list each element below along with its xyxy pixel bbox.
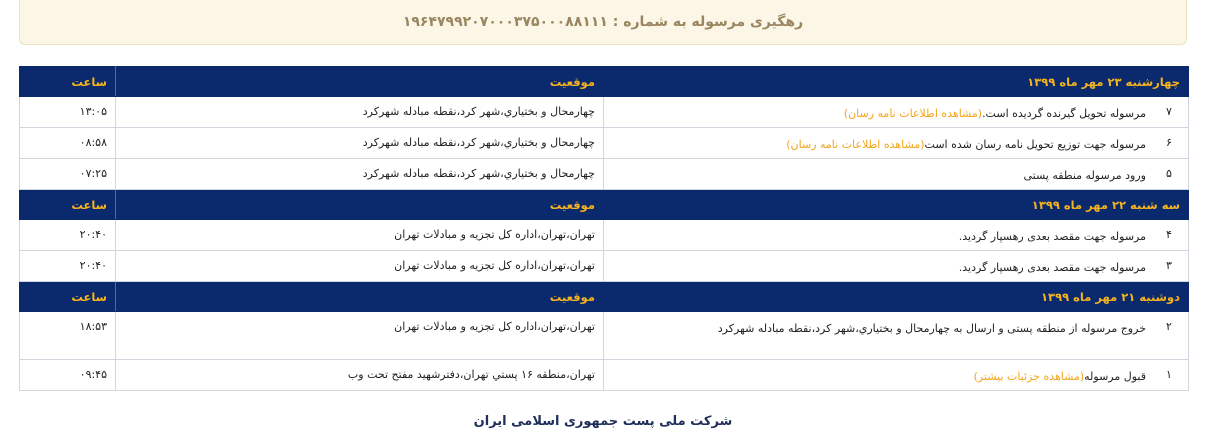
- event-time: ۰۷:۲۵: [20, 159, 116, 190]
- location-column-header: موقعیت: [116, 67, 604, 97]
- event-text: مرسوله جهت توزیع تحویل نامه رسان شده است: [924, 138, 1146, 151]
- event-text: مرسوله تحویل گیرنده گردیده است.: [982, 107, 1146, 120]
- carrier-info-link[interactable]: (مشاهده اطلاعات نامه رسان): [786, 138, 925, 151]
- event-location: چهارمحال و بختیاري،شهر كرد،نقطه مبادله شهركرد: [116, 159, 604, 190]
- tracking-table: [19, 66, 1189, 391]
- event-location: چهارمحال و بختیاري،شهر كرد،نقطه مبادله شهركرد: [116, 128, 604, 159]
- day-header-row: [20, 282, 1189, 312]
- table-row: [20, 128, 1189, 159]
- footer-organization: شرکت ملی پست جمهوری اسلامی ایران: [473, 414, 733, 429]
- table-row: [20, 360, 1189, 391]
- table-row: [20, 159, 1189, 190]
- time-column-header: ساعت: [20, 67, 116, 97]
- event-location: چهارمحال و بختیاري،شهر كرد،نقطه مبادله شهركرد: [116, 97, 604, 128]
- event-number: ۵: [1166, 167, 1172, 180]
- day-date: دوشنبه ۲۱ مهر ماه ۱۳۹۹: [604, 282, 1189, 312]
- day-date: سه شنبه ۲۲ مهر ماه ۱۳۹۹: [604, 190, 1189, 220]
- tracking-title: رهگیری مرسوله به شماره : ۱۹۶۴۷۹۹۲۰۷۰۰۰۳۷۵۰۰۰۸۸۱۱۱: [402, 14, 804, 30]
- tracking-title-box: [19, 0, 1187, 45]
- event-location: تهران،تهران،اداره کل تجزیه و مبادلات تهران: [116, 251, 604, 282]
- time-column-header: ساعت: [20, 190, 116, 220]
- table-row: [20, 251, 1189, 282]
- carrier-info-link[interactable]: (مشاهده اطلاعات نامه رسان): [843, 107, 983, 120]
- table-row: [20, 220, 1189, 251]
- event-text: مرسوله جهت مقصد بعدی رهسپار گردید.: [958, 230, 1146, 243]
- event-number: ۷: [1166, 105, 1172, 118]
- day-header-row: [20, 190, 1189, 220]
- event-number: ۶: [1166, 136, 1172, 149]
- location-column-header: موقعیت: [116, 190, 604, 220]
- event-time: ۰۸:۵۸: [20, 128, 116, 159]
- event-time: ۲۰:۴۰: [20, 251, 116, 282]
- event-text: مرسوله جهت مقصد بعدی رهسپار گردید.: [958, 261, 1146, 274]
- location-column-header: موقعیت: [116, 282, 604, 312]
- event-number: ۲: [1166, 320, 1172, 333]
- more-details-link[interactable]: (مشاهده جزئیات بیشتر): [973, 370, 1085, 383]
- event-text: ورود مرسوله منطقه پستی: [1023, 169, 1146, 182]
- event-number: ۱: [1166, 368, 1172, 381]
- time-column-header: ساعت: [20, 282, 116, 312]
- event-location: تهران،تهران،اداره کل تجزیه و مبادلات تهران: [116, 220, 604, 251]
- event-text: قبول مرسوله: [1084, 370, 1146, 383]
- event-time: ۰۹:۴۵: [20, 360, 116, 391]
- day-date: چهارشنبه ۲۳ مهر ماه ۱۳۹۹: [604, 67, 1189, 97]
- event-time: ۱۸:۵۳: [20, 312, 116, 360]
- event-time: ۲۰:۴۰: [20, 220, 116, 251]
- event-time: ۱۳:۰۵: [20, 97, 116, 128]
- day-header-row: [20, 67, 1189, 97]
- event-location: تهران،منطقه ۱۶ پستي تهران،دفترشهيد مفتح تحت وب: [116, 360, 604, 391]
- event-text: خروج مرسوله از منطقه پستی و ارسال به چهارمحال و بختیاري،شهر كرد،نقطه مبادله شهركرد: [717, 322, 1146, 335]
- event-location: تهران،تهران،اداره کل تجزیه و مبادلات تهران: [116, 312, 604, 360]
- table-row: [20, 97, 1189, 128]
- table-row: [20, 312, 1189, 360]
- event-number: ۴: [1166, 228, 1172, 241]
- event-number: ۳: [1166, 259, 1172, 272]
